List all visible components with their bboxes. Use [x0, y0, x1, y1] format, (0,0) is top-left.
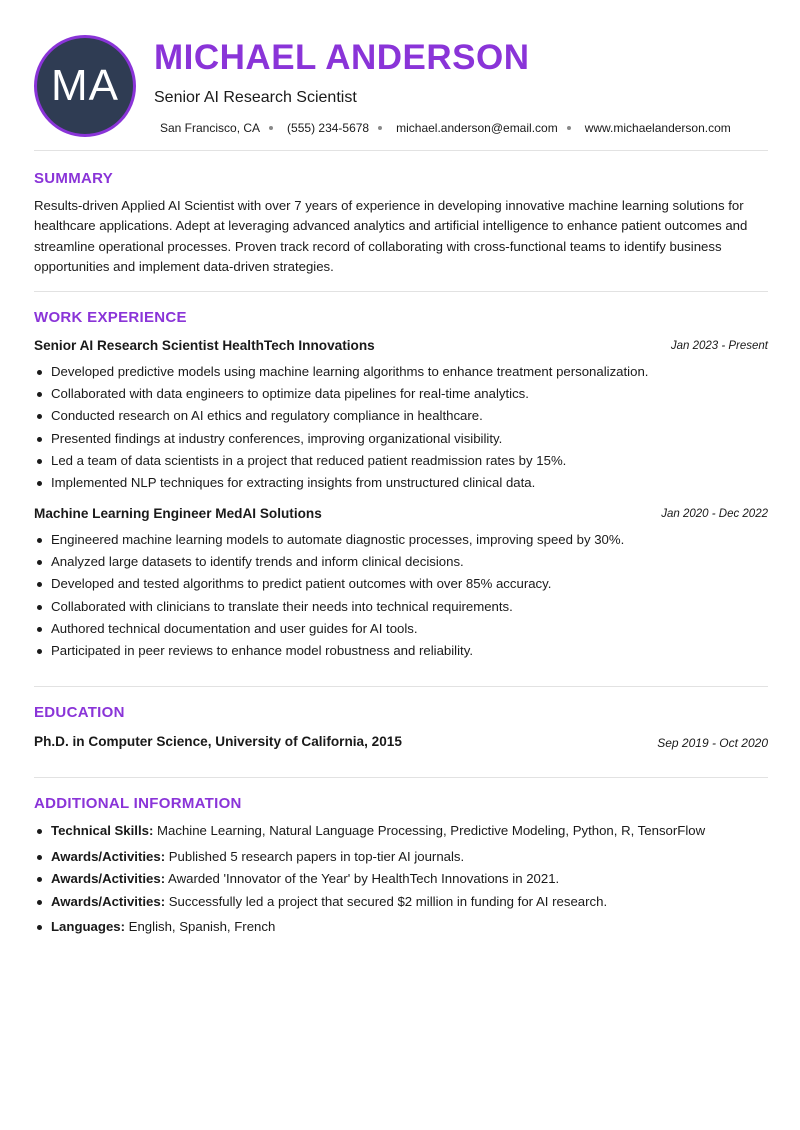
job-bullet: Led a team of data scientists in a project that reduced patient readmission rates by 15%.	[34, 450, 768, 472]
additional-item-text: Successfully led a project that secured $2 million in funding for AI research.	[165, 893, 608, 909]
summary-line: Results-driven Applied AI Scientist with over 7 years of experience in developing innovative machine learning solutions for	[34, 198, 744, 213]
job-bullets	[34, 529, 768, 662]
job-bullet: Authored technical documentation and user guides for AI tools.	[34, 618, 768, 640]
section-divider	[34, 777, 768, 778]
education-degree: Ph.D. in Computer Science, University of California, 2015	[34, 734, 402, 749]
contact-location: San Francisco, CA	[160, 121, 261, 135]
section-divider	[34, 291, 768, 292]
additional-item	[34, 868, 768, 891]
additional-item	[34, 916, 768, 939]
job-title: Machine Learning Engineer MedAI Solutions	[34, 506, 322, 521]
job-bullet: Presented findings at industry conferences, improving organizational visibility.	[34, 428, 768, 450]
additional-heading: ADDITIONAL INFORMATION	[34, 795, 242, 812]
education-date: Sep 2019 - Oct 2020	[657, 736, 768, 750]
additional-list	[34, 820, 768, 939]
additional-item-text: Published 5 research papers in top-tier AI journals.	[165, 848, 465, 864]
job-bullet: Collaborated with clinicians to translate their needs into technical requirements.	[34, 596, 768, 618]
job-header	[34, 506, 768, 524]
additional-item-label: Technical Skills:	[51, 823, 154, 838]
job-date: Jan 2020 - Dec 2022	[661, 508, 768, 520]
additional-item-label: Languages:	[51, 919, 126, 934]
job-bullet: Conducted research on AI ethics and regulatory compliance in healthcare.	[34, 405, 768, 427]
additional-item-label: Awards/Activities:	[51, 893, 166, 909]
summary-line: healthcare applications. Adept at leveraging advanced analytics and artificial intelligence to enhance patient outcomes and	[34, 218, 748, 234]
candidate-name: MICHAEL ANDERSON	[154, 38, 530, 77]
summary-line: opportunities and implement data-driven strategies.	[34, 259, 334, 275]
education-entry	[34, 734, 768, 752]
contact-email[interactable]: michael.anderson@email.com	[396, 121, 558, 135]
resume-header	[34, 35, 768, 135]
job-bullet: Collaborated with data engineers to optimize data pipelines for real-time analytics.	[34, 383, 768, 405]
additional-item-text: English, Spanish, French	[125, 919, 276, 934]
separator-dot-icon	[269, 126, 273, 130]
job-date: Jan 2023 - Present	[670, 340, 768, 352]
job-bullet: Participated in peer reviews to enhance model robustness and reliability.	[34, 640, 768, 662]
job-title: Senior AI Research Scientist HealthTech Innovations	[34, 338, 375, 353]
separator-dot-icon	[378, 126, 382, 130]
job-bullet: Developed and tested algorithms to predict patient outcomes with over 85% accuracy.	[34, 573, 768, 595]
additional-item	[34, 891, 768, 914]
job-bullet: Implemented NLP techniques for extracting insights from unstructured clinical data.	[34, 472, 768, 494]
additional-item	[34, 846, 768, 869]
separator-dot-icon	[567, 126, 571, 130]
additional-item-text: Awarded 'Innovator of the Year' by HealthTech Innovations in 2021.	[165, 871, 560, 886]
experience-heading: WORK EXPERIENCE	[34, 309, 187, 326]
section-divider	[34, 686, 768, 687]
job-bullet: Analyzed large datasets to identify trends and inform clinical decisions.	[34, 551, 768, 573]
additional-item-text: Machine Learning, Natural Language Processing, Predictive Modeling, Python, R, TensorFlow	[153, 823, 706, 838]
job-bullets	[34, 361, 768, 494]
education-heading: EDUCATION	[34, 704, 125, 721]
summary-text	[34, 196, 774, 278]
additional-item	[34, 820, 768, 843]
contact-bar	[160, 121, 731, 135]
summary-line: streamline operational processes. Proven track record of collaborating with cross-functional teams to identify business	[34, 238, 722, 254]
summary-heading: SUMMARY	[34, 170, 114, 187]
additional-item-label: Awards/Activities:	[51, 848, 166, 864]
candidate-role: Senior AI Research Scientist	[154, 89, 357, 106]
contact-phone: (555) 234-5678	[287, 121, 370, 135]
contact-website[interactable]: www.michaelanderson.com	[584, 121, 731, 135]
job-header	[34, 338, 768, 356]
additional-item-label: Awards/Activities:	[51, 871, 166, 886]
job-bullet: Engineered machine learning models to automate diagnostic processes, improving speed by 30%.	[34, 529, 768, 551]
avatar-initials: MA	[34, 35, 136, 137]
job-bullet: Developed predictive models using machine learning algorithms to enhance treatment personalization.	[34, 361, 768, 383]
section-divider	[34, 150, 768, 151]
